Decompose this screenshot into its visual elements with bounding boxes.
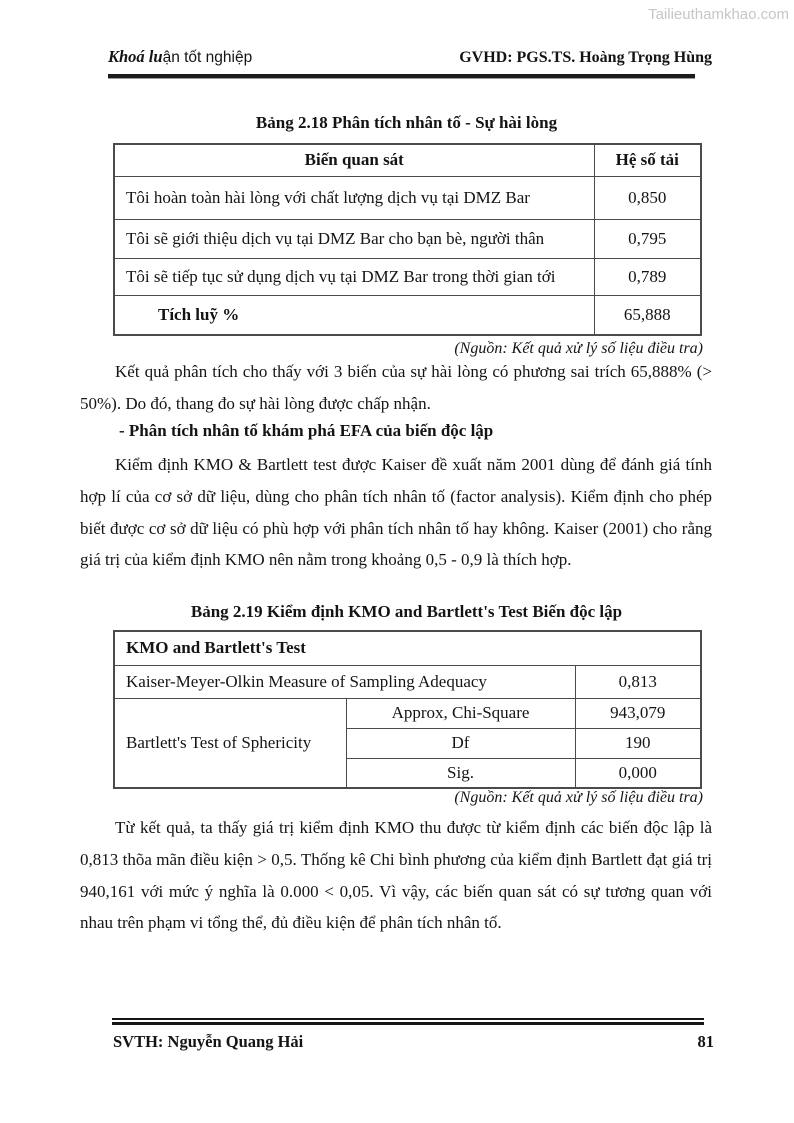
cumulative-percent-value: 65,888 xyxy=(594,295,701,335)
page-footer xyxy=(113,1032,714,1052)
kmo-bartlett-title-row xyxy=(114,631,701,665)
thesis-type-label-rest-part: ận tốt nghiệp xyxy=(162,49,253,66)
observation-label: Tôi sẽ giới thiệu dịch vụ tại DMZ Bar cho bạn bè, người thân xyxy=(114,219,594,258)
table-row xyxy=(114,258,701,295)
table-2-19-title: Bảng 2.19 Kiểm định KMO and Bartlett's Test Biến độc lập xyxy=(190,602,623,621)
chi-square-label: Approx, Chi-Square xyxy=(346,698,575,728)
page-header xyxy=(108,47,712,67)
page-number: 81 xyxy=(697,1032,714,1051)
source-note: (Nguồn: Kết quả xử lý số liệu điều tra) xyxy=(454,340,703,357)
column-header-observed-variable: Biến quan sát xyxy=(114,144,594,176)
kmo-measure-row xyxy=(114,665,701,698)
bartlett-sphericity-label: Bartlett's Test of Sphericity xyxy=(114,698,346,788)
df-value: 190 xyxy=(575,728,701,758)
efa-section-heading: - Phân tích nhân tố khám phá EFA của biến độc lập xyxy=(119,421,494,440)
kmo-measure-value: 0,813 xyxy=(575,665,701,698)
paragraph-satisfaction-result: Kết quả phân tích cho thấy với 3 biến của sự hài lòng có phương sai trích 65,888% (> 50%). Do đó, thang đo sự hài lòng được chấp nhận. xyxy=(80,362,712,413)
loading-value: 0,850 xyxy=(594,176,701,219)
thesis-type-label xyxy=(108,47,252,67)
paragraph-kmo-result: Từ kết quả, ta thấy giá trị kiểm định KMO thu được từ kiểm định các biến độc lập là 0,813 thõa mãn điều kiện > 0,5. Thống kê Chi bình phương của kiểm định Bartlett đạt giá trị 940,161 với mức ý nghĩa là 0.000 < 0,05. Vì vậy, các biến quan sát có sự tương quan với nhau trên phạm vi tổng thể, đủ điều kiện để phân tích nhân tố. xyxy=(80,818,712,933)
observation-label: Tôi sẽ tiếp tục sử dụng dịch vụ tại DMZ Bar trong thời gian tới xyxy=(114,258,594,295)
footer-divider-rule xyxy=(112,1018,704,1025)
loading-value: 0,795 xyxy=(594,219,701,258)
source-note: (Nguồn: Kết quả xử lý số liệu điều tra) xyxy=(454,789,703,806)
header-divider-rule xyxy=(108,74,695,78)
column-header-factor-loading: Hệ số tải xyxy=(594,144,701,176)
kmo-bartlett-test-header: KMO and Bartlett's Test xyxy=(114,631,701,665)
table-2-19-kmo-bartlett xyxy=(113,630,702,789)
table-header-row xyxy=(114,144,701,176)
bartlett-chi-square-row xyxy=(114,698,701,728)
sig-label: Sig. xyxy=(346,758,575,788)
watermark: Tailieuthamkhao.com xyxy=(648,6,789,23)
sig-value: 0,000 xyxy=(575,758,701,788)
table-row xyxy=(114,219,701,258)
df-label: Df xyxy=(346,728,575,758)
cumulative-percent-row xyxy=(114,295,701,335)
table-2-18-factor-analysis xyxy=(113,143,702,336)
loading-value: 0,789 xyxy=(594,258,701,295)
author-label: SVTH: Nguyễn Quang Hải xyxy=(113,1032,304,1051)
chi-square-value: 943,079 xyxy=(575,698,701,728)
supervisor-label: GVHD: PGS.TS. Hoàng Trọng Hùng xyxy=(459,49,712,66)
cumulative-percent-label: Tích luỹ % xyxy=(114,295,594,335)
table-2-18-title: Bảng 2.18 Phân tích nhân tố - Sự hài lòng xyxy=(255,113,558,132)
table-row xyxy=(114,176,701,219)
kmo-measure-label: Kaiser-Meyer-Olkin Measure of Sampling Adequacy xyxy=(114,665,575,698)
thesis-type-label-italic-part: Khoá lu xyxy=(108,47,163,66)
observation-label: Tôi hoàn toàn hài lòng với chất lượng dịch vụ tại DMZ Bar xyxy=(114,176,594,219)
paragraph-kmo-introduction: Kiểm định KMO & Bartlett test được Kaiser đề xuất năm 2001 dùng để đánh giá tính hợp lí của cơ sở dữ liệu, dùng cho phân tích nhân tố (factor analysis). Kiểm định cho phép biết được cơ sở dữ liệu có phù hợp với phân tích nhân tố hay không. Kaiser (2001) cho rằng giá trị của kiểm định KMO nên nằm trong khoảng 0,5 - 0,9 là thích hợp. xyxy=(80,455,712,570)
